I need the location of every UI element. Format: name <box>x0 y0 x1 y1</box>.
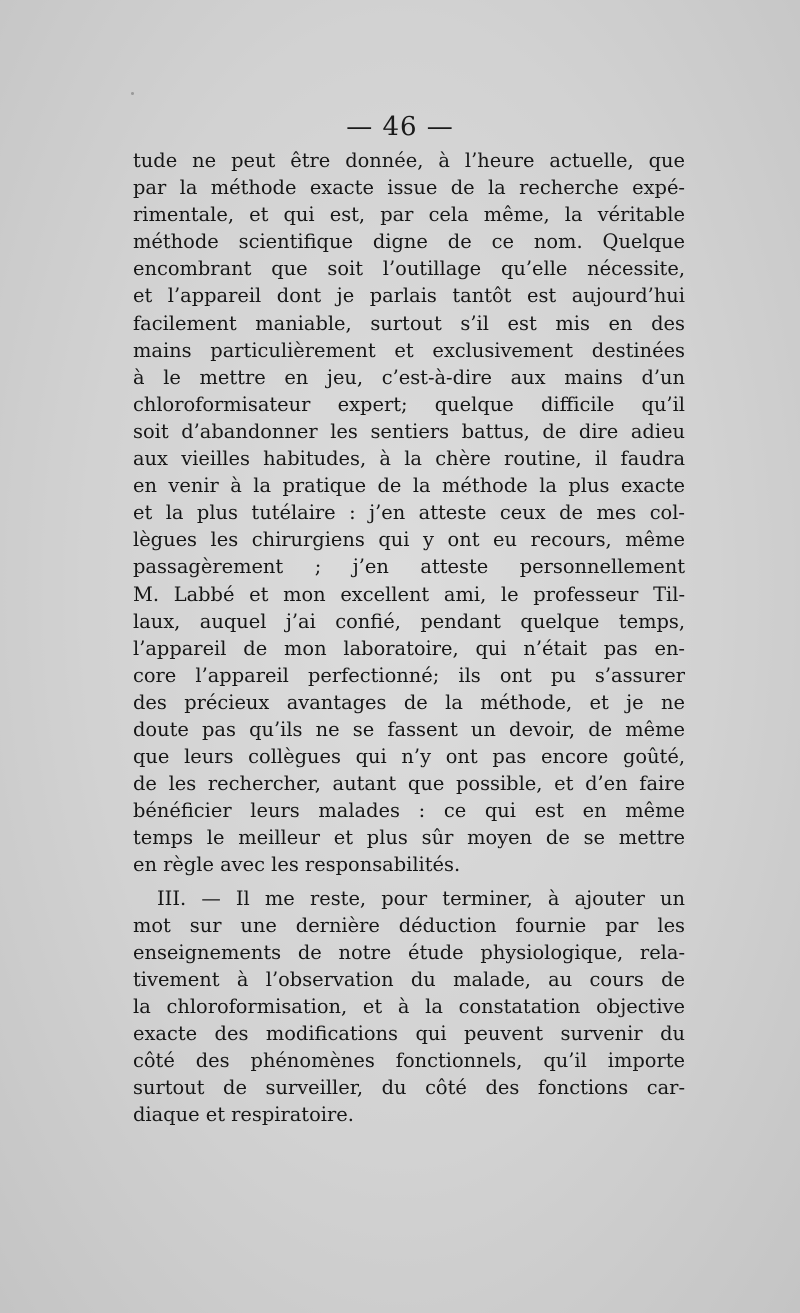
text-line: à le mettre en jeu, c’est-à-dire aux mains d’un <box>133 365 685 389</box>
text-line: méthode scientifique digne de ce nom. Quelque <box>133 230 685 254</box>
paragraph-2 <box>133 885 685 1129</box>
text-line: tude ne peut être donnée, à l’heure actuelle, que <box>133 149 685 172</box>
text-line: doute pas qu’ils ne se fassent un devoir, de même <box>133 717 685 741</box>
text-line: enseignements de notre étude physiologique, rela- <box>133 940 685 964</box>
text-line: la chloroformisation, et à la constatation objective <box>133 994 685 1018</box>
text-line: passagèrement ; j’en atteste personnellement <box>133 555 685 579</box>
text-line: III. — Il me reste, pour terminer, à ajouter un <box>157 886 685 910</box>
text-line: mot sur une dernière déduction fournie par les <box>133 913 685 937</box>
text-line: chloroformisateur expert; quelque difficile qu’il <box>133 392 685 416</box>
text-line: exacte des modifications qui peuvent survenir du <box>133 1022 685 1045</box>
text-line: et la plus tutélaire : j’en atteste ceux de mes col- <box>133 501 685 525</box>
text-line: facilement maniable, surtout s’il est mis en des <box>133 311 685 335</box>
paragraph-1 <box>133 147 685 879</box>
text-line: tivement à l’observation du malade, au cours de <box>133 967 685 991</box>
text-line: en règle avec les responsabilités. <box>133 853 461 877</box>
text-line: M. Labbé et mon excellent ami, le professeur Til- <box>133 582 685 606</box>
text-line: surtout de surveiller, du côté des fonctions car- <box>133 1076 685 1100</box>
text-line: aux vieilles habitudes, à la chère routine, il faudra <box>133 447 685 471</box>
text-line: encombrant que soit l’outillage qu’elle nécessite, <box>133 257 685 281</box>
text-line: de les rechercher, autant que possible, et d’en faire <box>133 772 685 796</box>
text-line: mains particulièrement et exclusivement destinées <box>133 338 685 362</box>
text-line: temps le meilleur et plus sûr moyen de se mettre <box>133 826 685 850</box>
text-line: core l’appareil perfectionné; ils ont pu s’assurer <box>133 663 685 687</box>
text-line: des précieux avantages de la méthode, et je ne <box>133 690 685 714</box>
text-line: soit d’abandonner les sentiers battus, de dire adieu <box>133 419 685 443</box>
text-line: côté des phénomènes fonctionnels, qu’il importe <box>133 1049 685 1073</box>
text-line: et l’appareil dont je parlais tantôt est aujourd’hui <box>133 284 685 308</box>
page-number: — 46 — <box>346 112 454 142</box>
text-line: bénéficier leurs malades : ce qui est en même <box>133 799 685 823</box>
text-line: diaque et respiratoire. <box>133 1103 354 1127</box>
body-text <box>133 147 685 1128</box>
text-line: que leurs collègues qui n’y ont pas encore goûté, <box>133 745 685 769</box>
text-line: en venir à la pratique de la méthode la plus exacte <box>133 474 685 498</box>
text-line: l’appareil de mon laboratoire, qui n’était pas en- <box>133 636 685 660</box>
paper-speck <box>131 92 134 95</box>
text-line: rimentale, et qui est, par cela même, la véritable <box>133 203 685 227</box>
text-line: laux, auquel j’ai confié, pendant quelque temps, <box>133 609 685 633</box>
text-line: par la méthode exacte issue de la recherche expé- <box>133 176 685 200</box>
text-line: lègues les chirurgiens qui y ont eu recours, même <box>133 528 685 552</box>
